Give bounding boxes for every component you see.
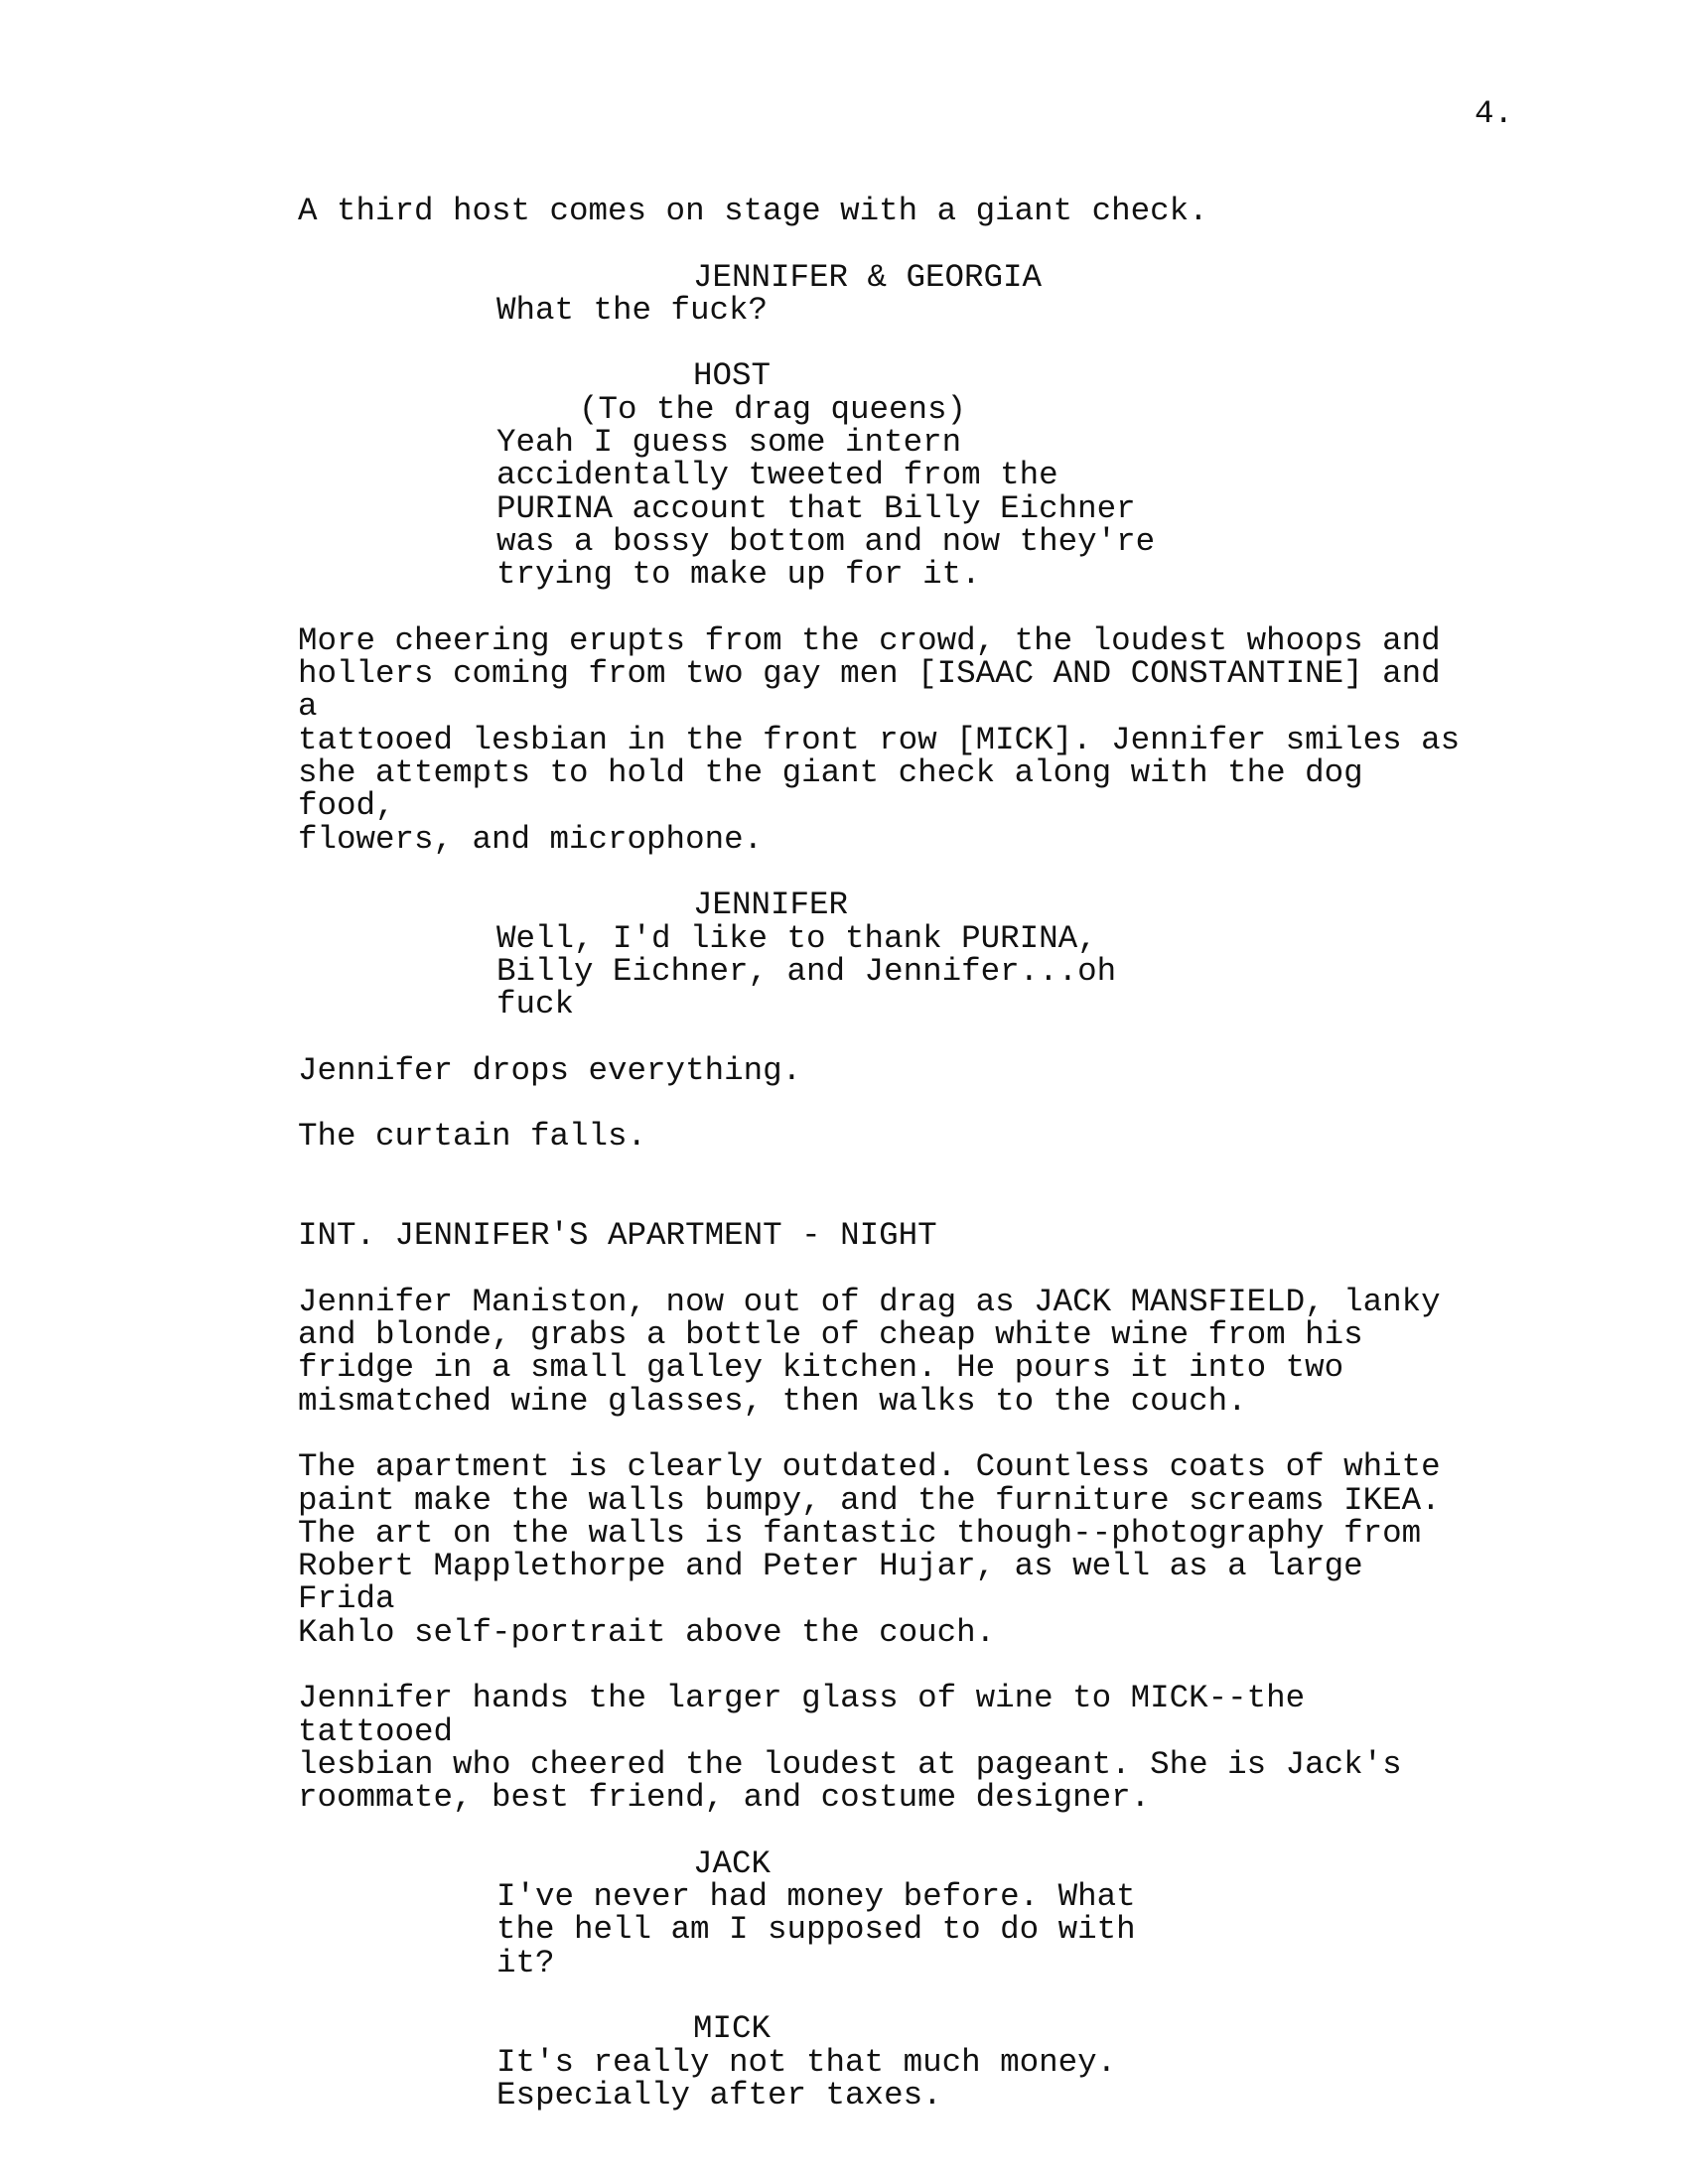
character-name: JACK (693, 1844, 772, 1882)
action-line: More cheering erupts from the crowd, the loudest whoops and hollers coming from two gay men [ISAAC AND CONSTANTINE] and a tattooed lesbian in the front row [MICK]. Jennifer smiles as she attempts to hold the giant check along with the dog food, flowers, and microphone. (298, 621, 1461, 858)
action-line: Jennifer Maniston, now out of drag as JACK MANSFIELD, lanky and blonde, grabs a bottle of cheap white wine from his fridge in a small galley kitchen. He pours it into two mismatched wine glasses, then walks to the couch. (298, 1283, 1441, 1420)
dialogue-block (298, 887, 1489, 1024)
dialogue-block (298, 2012, 1489, 2112)
dialogue-text: I've never had money before. What the hell am I supposed to do with it? (496, 1878, 1136, 1981)
action-line: A third host comes on stage with a giant check. (298, 193, 1208, 229)
character-name: HOST (693, 357, 772, 395)
character-name: MICK (693, 2010, 772, 2048)
action-line: Jennifer drops everything. (298, 1051, 802, 1089)
action-line: The apartment is clearly outdated. Countless coats of white paint make the walls bumpy, and the furniture screams IKEA. The art on the walls is fantastic though--photography from Robert Mapplethorpe and Peter Hujar, as well as a large Frida Kahlo self-portrait above the couch. (298, 1448, 1441, 1651)
dialogue-text: What the fuck? (496, 291, 769, 329)
character-name: JENNIFER & GEORGIA (693, 258, 1043, 296)
script-content (298, 195, 1489, 2145)
parenthetical: (To the drag queens) (579, 390, 967, 428)
page-number: 4. (1474, 95, 1513, 132)
dialogue-block (298, 357, 1489, 594)
dialogue-text: Yeah I guess some intern accidentally tweeted from the PURINA account that Billy Eichner was a bossy bottom and now they're trying to make up for it. (496, 424, 1156, 594)
action-line: Jennifer hands the larger glass of wine to MICK--the tattooed lesbian who cheered the loudest at pageant. She is Jack's roommate, best friend, and costume designer. (298, 1680, 1402, 1817)
dialogue-block (298, 1844, 1489, 1981)
scene-heading: INT. JENNIFER'S APARTMENT - NIGHT (298, 1217, 937, 1255)
character-name: JENNIFER (693, 887, 849, 924)
dialogue-text: Well, I'd like to thank PURINA, Billy Eichner, and Jennifer...oh fuck (496, 919, 1117, 1024)
dialogue-text: It's really not that much money. Especially after taxes. (496, 2043, 1117, 2114)
dialogue-block (298, 258, 1489, 329)
action-line: The curtain falls. (298, 1118, 647, 1156)
